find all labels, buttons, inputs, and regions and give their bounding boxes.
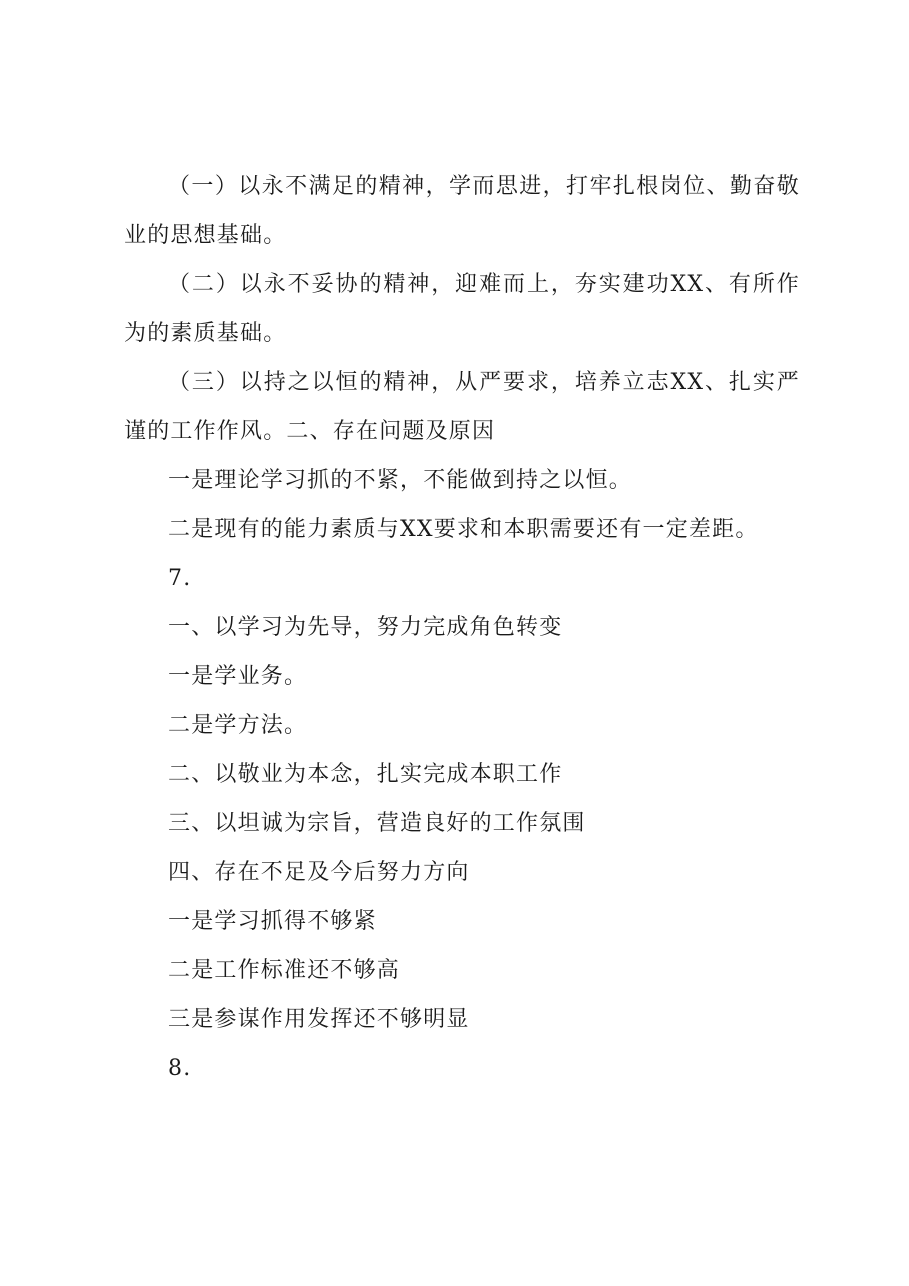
paragraph-8: 一是学习抓得不够紧 bbox=[168, 909, 377, 934]
section-number-8: 8. bbox=[168, 1056, 192, 1081]
paragraph-7: 二是学方法。 bbox=[168, 713, 308, 738]
section-number-7: 7. bbox=[168, 566, 192, 591]
document-body bbox=[124, 162, 800, 1093]
heading-4: 四、存在不足及今后努力方向 bbox=[168, 860, 470, 885]
paragraph-2: （二）以永不妥协的精神，迎难而上，夯实建功XX、有所作为的素质基础。 bbox=[124, 272, 800, 346]
paragraph-3: （三）以持之以恒的精神，从严要求，培养立志XX、扎实严谨的工作作风。二、存在问题及原因 bbox=[124, 370, 800, 444]
heading-1: 一、以学习为先导，努力完成角色转变 bbox=[168, 615, 563, 640]
paragraph-6: 一是学业务。 bbox=[168, 664, 308, 689]
heading-2: 二、以敬业为本念，扎实完成本职工作 bbox=[168, 762, 563, 787]
paragraph-4: 一是理论学习抓的不紧，不能做到持之以恒。 bbox=[168, 468, 633, 493]
paragraph-5: 二是现有的能力素质与XX要求和本职需要还有一定差距。 bbox=[168, 517, 759, 542]
paragraph-10: 三是参谋作用发挥还不够明显 bbox=[168, 1007, 470, 1032]
paragraph-9: 二是工作标准还不够高 bbox=[168, 958, 401, 983]
heading-3: 三、以坦诚为宗旨，营造良好的工作氛围 bbox=[168, 811, 586, 836]
paragraph-1: （一）以永不满足的精神，学而思进，打牢扎根岗位、勤奋敬业的思想基础。 bbox=[124, 174, 800, 248]
